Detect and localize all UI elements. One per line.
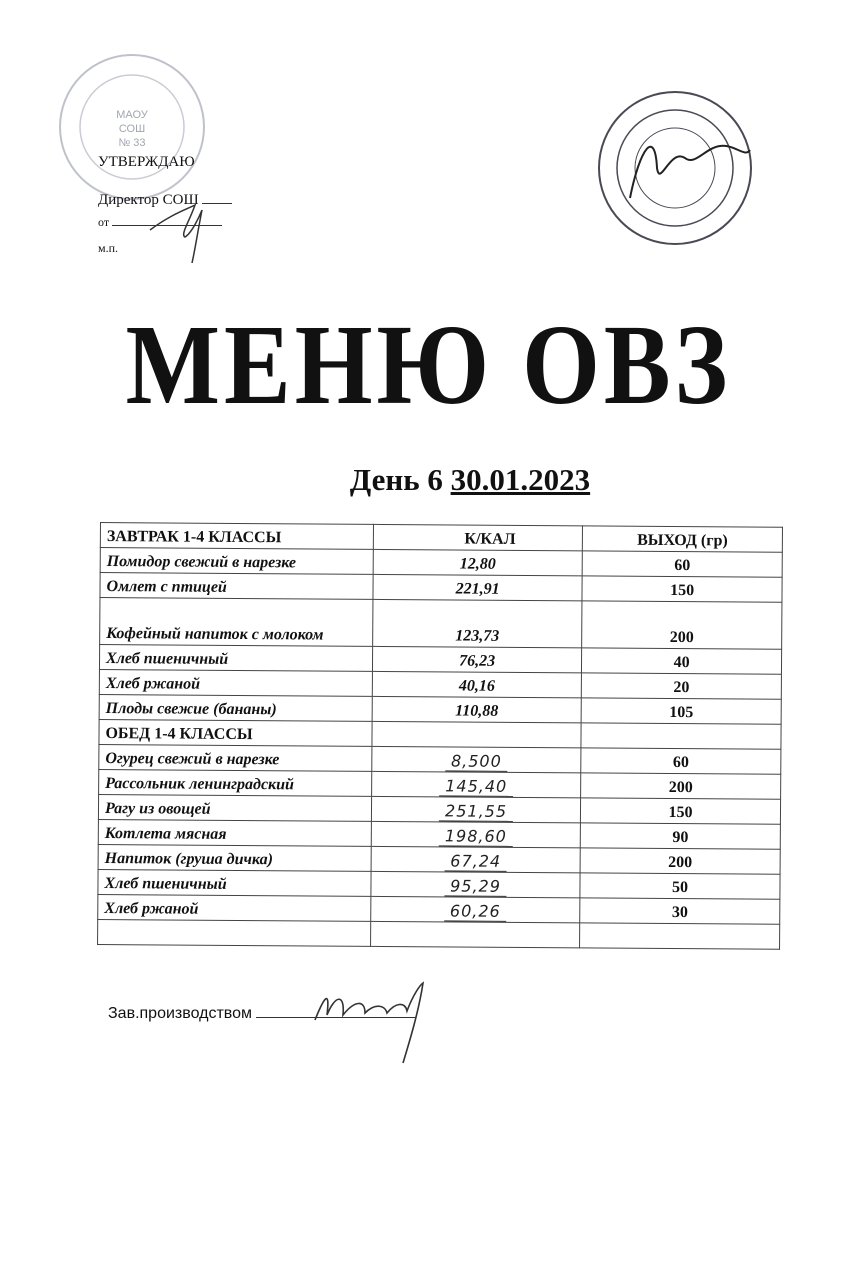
dish-kcal-handwritten: 251,55 [371,796,580,822]
signature-left [140,185,230,265]
table-row-empty [98,919,780,949]
svg-text:СОШ: СОШ [118,123,146,135]
approval-seal-place: м.п. [98,241,119,255]
lunch-header: ОБЕД 1-4 КЛАССЫ [99,719,372,746]
dish-name: Напиток (груша дичка) [98,844,371,871]
dish-output: 60 [582,551,782,577]
dish-name: Рагу из овощей [98,794,371,821]
dish-name: Хлеб ржаной [98,894,371,921]
signature-bottom [295,975,455,1070]
dish-kcal: 123,73 [373,599,582,647]
menu-table [97,522,783,950]
dish-kcal: 12,80 [373,549,582,575]
seal-stamp-right [595,88,755,248]
day-heading [0,462,857,498]
dish-output: 90 [580,823,780,849]
dish-kcal-handwritten: 60,26 [371,896,580,922]
day-label: День 6 [349,462,443,497]
header-output: ВЫХОД (гр) [582,526,782,552]
dish-kcal: 110,88 [372,696,581,722]
footer-label: Зав.производством [108,1005,252,1022]
dish-name: Плоды свежие (бананы) [99,694,372,721]
dish-output: 150 [581,798,781,824]
day-date: 30.01.2023 [450,462,591,497]
dish-output: 200 [582,601,782,649]
dish-output: 150 [582,576,782,602]
dish-kcal: 40,16 [372,671,581,697]
dish-output: 60 [581,748,781,774]
svg-text:МАОУ: МАОУ [116,109,148,121]
dish-kcal-handwritten: 198,60 [371,821,580,847]
dish-kcal: 221,91 [373,574,582,600]
dish-output: 40 [582,648,782,674]
dish-name: Рассольник ленинградский [99,769,372,796]
dish-output: 200 [580,848,780,874]
svg-text:№ 33: № 33 [118,137,146,149]
page-title: МЕНЮ ОВЗ [125,300,732,429]
dish-name: Омлет с птицей [100,573,373,600]
dish-name: Огурец свежий в нарезке [99,744,372,771]
dish-kcal: 76,23 [372,646,581,672]
dish-output: 20 [581,673,781,699]
dish-kcal-handwritten: 145,40 [372,771,581,797]
dish-output: 200 [581,773,781,799]
approval-date: от [98,212,232,232]
dish-name: Кофейный напиток с молоком [100,598,373,647]
dish-output: 30 [580,898,780,924]
dish-name: Хлеб пшеничный [99,645,372,672]
dish-kcal-handwritten: 95,29 [371,871,580,897]
dish-output: 105 [581,698,781,724]
dish-kcal-handwritten: 67,24 [371,846,580,872]
dish-output: 50 [580,873,780,899]
header-kcal: К/КАЛ [373,524,582,550]
dish-kcal-handwritten: 8,500 [372,746,581,772]
header-meal: ЗАВТРАК 1-4 КЛАССЫ [100,523,373,550]
dish-name: Котлета мясная [98,819,371,846]
approval-title: УТВЕРЖДАЮ [98,154,195,170]
dish-name: Хлеб пшеничный [98,869,371,896]
table-row [100,598,782,650]
approval-director: Директор СОШ [98,190,232,210]
dish-name: Хлеб ржаной [99,669,372,696]
dish-name: Помидор свежий в нарезке [100,548,373,575]
